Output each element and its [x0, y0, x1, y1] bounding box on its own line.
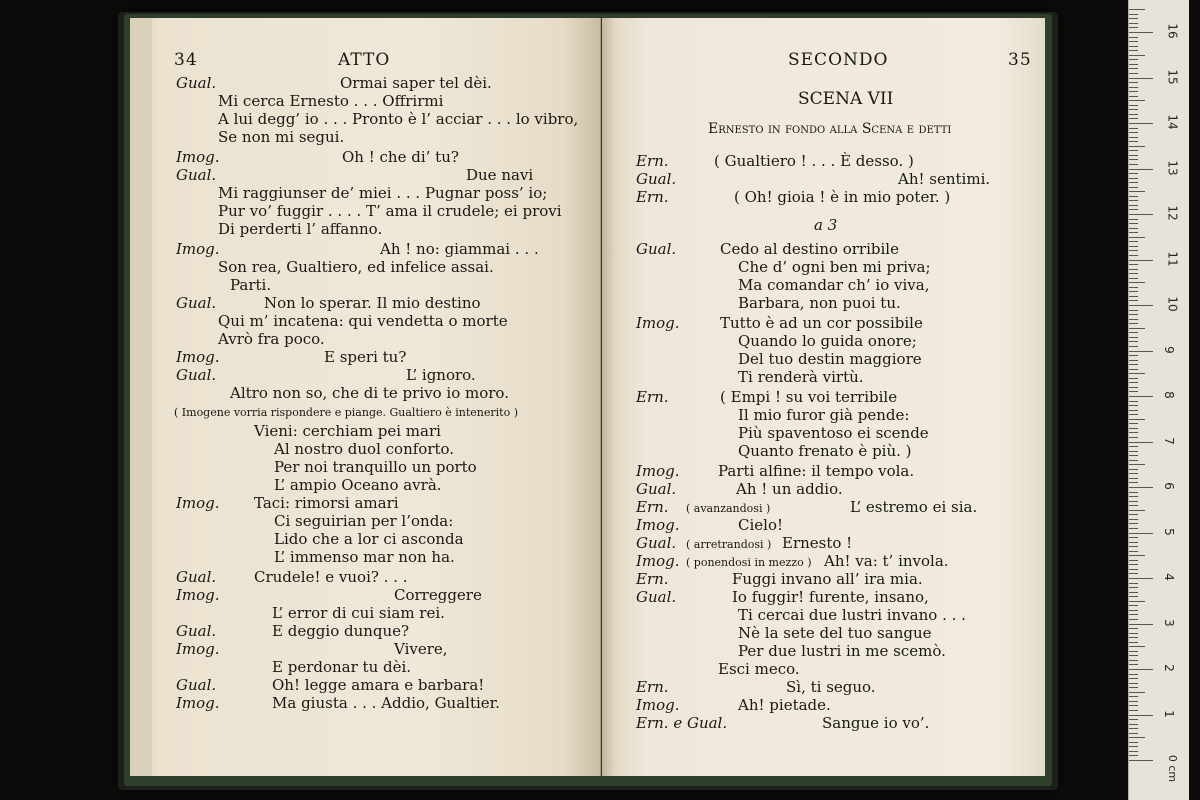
verse-line: Per due lustri in me scemò. — [738, 642, 946, 660]
verse-line: ( Oh! gioia ! è in mio poter. ) — [734, 188, 951, 206]
ruler-tick — [1129, 55, 1145, 56]
ruler-number: 6 — [1161, 482, 1176, 490]
ruler-tick — [1129, 401, 1138, 402]
speaker-label: Gual. — [636, 588, 677, 606]
ruler-number: 4 — [1161, 573, 1176, 581]
verse-line: ( Empi ! su voi terribile — [720, 388, 898, 406]
ruler-number: 11 — [1165, 250, 1180, 267]
speaker-label: Imog. — [176, 640, 220, 658]
speaker-label: Gual. — [176, 166, 217, 184]
ruler-tick — [1129, 719, 1138, 720]
verse-line: Ah ! no: giammai . . . — [380, 240, 539, 258]
ruler-tick — [1129, 287, 1138, 288]
ruler-tick — [1129, 533, 1153, 534]
verse-line: Altro non so, che di te privo io moro. — [230, 384, 509, 402]
ruler-tick — [1129, 405, 1138, 406]
ruler-tick — [1129, 478, 1138, 479]
verse-line: Il mio furor già pende: — [738, 406, 910, 424]
ruler-tick — [1129, 241, 1138, 242]
verse-line: Oh! legge amara e barbara! — [272, 676, 485, 694]
ruler-tick — [1129, 273, 1138, 274]
verse-line: L’ ampio Oceano avrà. — [274, 476, 442, 494]
ruler-tick — [1129, 341, 1138, 342]
ruler-tick — [1129, 614, 1138, 615]
speaker-label: Gual. — [176, 568, 217, 586]
speaker-label: Ern. — [636, 188, 669, 206]
ruler-tick — [1129, 728, 1138, 729]
verse-line: Ah! va: t’ invola. — [824, 552, 949, 570]
ruler-tick — [1129, 696, 1138, 697]
ruler-tick — [1129, 214, 1153, 215]
ruler-tick — [1129, 528, 1138, 529]
verse-line: L’ estremo ei sia. — [850, 498, 978, 516]
verse-line: Barbara, non puoi tu. — [738, 294, 901, 312]
ruler-tick — [1129, 683, 1138, 684]
verse-line: Quando lo guida onore; — [738, 332, 917, 350]
ruler-tick — [1129, 246, 1138, 247]
ruler-number: 8 — [1161, 391, 1176, 399]
ruler-tick — [1129, 569, 1138, 570]
ruler-tick — [1129, 583, 1138, 584]
ruler-tick — [1129, 605, 1138, 606]
ruler-tick — [1129, 742, 1138, 743]
ruler-tick — [1129, 173, 1138, 174]
ruler-tick — [1129, 705, 1138, 706]
stage-direction: ( arretrandosi ) — [686, 538, 772, 551]
ruler-tick — [1129, 27, 1138, 28]
ruler-number: 1 — [1161, 709, 1176, 718]
ruler-tick — [1129, 255, 1138, 256]
ruler-tick — [1129, 505, 1138, 506]
ruler-tick — [1129, 733, 1138, 734]
ruler-tick — [1129, 232, 1138, 233]
verse-line: ( Gualtiero ! . . . È desso. ) — [714, 152, 914, 170]
ruler-tick — [1129, 96, 1138, 97]
ruler-tick — [1129, 378, 1138, 379]
ruler-tick — [1129, 118, 1138, 119]
ruler-tick — [1129, 73, 1138, 74]
speaker-label: Gual. — [176, 294, 217, 312]
verse-line: Ah! sentimi. — [898, 170, 991, 188]
ruler-tick — [1129, 305, 1153, 306]
verse-line: Ti renderà virtù. — [738, 368, 864, 386]
verse-line: Di perderti l’ affanno. — [218, 220, 383, 238]
speaker-label: Imog. — [176, 348, 220, 366]
speaker-label: Gual. — [176, 622, 217, 640]
ruler-tick — [1129, 59, 1138, 60]
verse-line: Per noi tranquillo un porto — [274, 458, 477, 476]
stage-direction: ( avanzandosi ) — [686, 502, 771, 515]
ruler-tick — [1129, 578, 1153, 579]
ruler-tick — [1129, 664, 1138, 665]
speaker-label: Gual. — [636, 170, 677, 188]
ruler-number: 12 — [1165, 205, 1180, 221]
ruler-tick — [1129, 373, 1145, 374]
ruler-tick — [1129, 628, 1138, 629]
speaker-label: Ern. — [636, 678, 669, 696]
ruler-tick — [1129, 642, 1138, 643]
ruler-tick — [1129, 300, 1138, 301]
ruler-tick — [1129, 624, 1153, 625]
verse-line: Qui m’ incatena: qui vendetta o morte — [218, 312, 508, 330]
verse-line: Ma giusta . . . Addio, Gualtier. — [272, 694, 500, 712]
ruler-tick — [1129, 369, 1138, 370]
ruler-number: 2 — [1161, 664, 1176, 672]
ruler-tick — [1129, 633, 1138, 634]
verse-line: L’ error di cui siam rei. — [272, 604, 445, 622]
speaker-label: Ern. e Gual. — [636, 714, 728, 732]
ruler-tick — [1129, 282, 1145, 283]
ruler-tick — [1129, 432, 1138, 433]
ruler-tick — [1129, 128, 1138, 129]
verse-line: L’ ignoro. — [406, 366, 476, 384]
speaker-label: Imog. — [176, 240, 220, 258]
verse-line: Vieni: cerchiam pei mari — [254, 422, 441, 440]
ruler-tick — [1129, 519, 1138, 520]
ruler-tick — [1129, 223, 1138, 224]
ruler-tick — [1129, 82, 1138, 83]
ruler-tick — [1129, 501, 1138, 502]
ruler-tick — [1129, 191, 1145, 192]
ruler-tick — [1129, 100, 1145, 101]
speaker-label: Gual. — [176, 366, 217, 384]
verse-line: Se non mi segui. — [218, 128, 345, 146]
ruler-tick — [1129, 715, 1153, 716]
ruler-tick — [1129, 46, 1138, 47]
ruler-tick — [1129, 419, 1145, 420]
verse-line: Cielo! — [738, 516, 784, 534]
ruler-tick — [1129, 291, 1138, 292]
ruler-tick — [1129, 260, 1153, 261]
speaker-label: Ern. — [636, 152, 669, 170]
ruler-tick — [1129, 669, 1153, 670]
ruler-tick — [1129, 573, 1138, 574]
ruler-tick — [1129, 437, 1138, 438]
verse-line: Oh ! che di’ tu? — [342, 148, 459, 166]
ruler-tick — [1129, 551, 1138, 552]
a-tre-heading: a 3 — [814, 216, 838, 234]
verse-line: Sì, ti seguo. — [786, 678, 876, 696]
ruler-tick — [1129, 109, 1138, 110]
ruler-tick — [1129, 592, 1138, 593]
ruler-tick — [1129, 159, 1138, 160]
ruler-number: 14 — [1165, 114, 1180, 130]
scene-direction: Ernesto in fondo alla Scena e detti — [708, 121, 952, 137]
left-running-head: ATTO — [338, 50, 391, 70]
ruler-tick — [1129, 178, 1138, 179]
ruler-tick — [1129, 278, 1138, 279]
ruler-tick — [1129, 692, 1145, 693]
verse-line: Mi cerca Ernesto . . . Offrirmi — [218, 92, 444, 110]
ruler-tick — [1129, 237, 1145, 238]
ruler-tick — [1129, 674, 1138, 675]
ruler-tick — [1129, 619, 1138, 620]
ruler-tick — [1129, 137, 1138, 138]
speaker-label: Imog. — [176, 694, 220, 712]
verse-line: Ah! pietade. — [738, 696, 831, 714]
ruler-tick — [1129, 219, 1138, 220]
ruler-tick — [1129, 446, 1138, 447]
ruler-tick — [1129, 655, 1138, 656]
ruler-tick — [1129, 601, 1145, 602]
ruler-tick — [1129, 187, 1138, 188]
verse-line: Pur vo’ fuggir . . . . T’ ama il crudele; ei provi — [218, 202, 562, 220]
verse-line: Avrò fra poco. — [218, 330, 325, 348]
verse-line: Son rea, Gualtiero, ed infelice assai. — [218, 258, 494, 276]
ruler-tick — [1129, 746, 1138, 747]
ruler-tick — [1129, 250, 1138, 251]
ruler-tick — [1129, 323, 1138, 324]
ruler-tick — [1129, 701, 1138, 702]
ruler-tick — [1129, 755, 1138, 756]
stage-direction: ( ponendosi in mezzo ) — [686, 556, 812, 569]
ruler-tick — [1129, 710, 1138, 711]
ruler-tick — [1129, 637, 1138, 638]
right-page — [602, 18, 1045, 776]
ruler-tick — [1129, 546, 1138, 547]
ruler-tick — [1129, 496, 1138, 497]
speaker-label: Imog. — [636, 314, 680, 332]
speaker-label: Gual. — [636, 240, 677, 258]
measurement-ruler — [1128, 0, 1189, 800]
speaker-label: Imog. — [636, 516, 680, 534]
ruler-tick — [1129, 346, 1138, 347]
verse-line: Al nostro duol conforto. — [274, 440, 455, 458]
speaker-label: Imog. — [176, 148, 220, 166]
ruler-tick — [1129, 264, 1138, 265]
verse-line: E speri tu? — [324, 348, 407, 366]
ruler-tick — [1129, 68, 1138, 69]
ruler-tick — [1129, 50, 1138, 51]
verse-line: Vivere, — [394, 640, 448, 658]
speaker-label: Imog. — [176, 586, 220, 604]
verse-line: Sangue io vo’. — [822, 714, 930, 732]
verse-line: Mi raggiunser de’ miei . . . Pugnar poss’ io; — [218, 184, 548, 202]
ruler-tick — [1129, 451, 1138, 452]
ruler-tick — [1129, 169, 1153, 170]
speaker-label: Imog. — [636, 552, 680, 570]
verse-line: Ci seguirian per l’onda: — [274, 512, 454, 530]
ruler-tick — [1129, 537, 1138, 538]
ruler-tick — [1129, 564, 1138, 565]
ruler-tick — [1129, 724, 1138, 725]
verse-line: Parti. — [230, 276, 272, 294]
verse-line: Esci meco. — [718, 660, 800, 678]
ruler-tick — [1129, 555, 1145, 556]
ruler-tick — [1129, 660, 1138, 661]
ruler-tick — [1129, 105, 1138, 106]
verse-line: L’ immenso mar non ha. — [274, 548, 455, 566]
ruler-tick — [1129, 492, 1138, 493]
verse-line: A lui degg’ io . . . Pronto è l’ acciar . . . lo vibro, — [218, 110, 579, 128]
verse-line: Taci: rimorsi amari — [254, 494, 399, 512]
ruler-tick — [1129, 514, 1138, 515]
ruler-tick — [1129, 41, 1138, 42]
ruler-number: 16 — [1165, 23, 1180, 39]
ruler-number: 7 — [1161, 436, 1176, 445]
ruler-tick — [1129, 23, 1138, 24]
ruler-tick — [1129, 560, 1138, 561]
ruler-tick — [1129, 205, 1138, 206]
right-running-head: SECONDO — [788, 50, 889, 70]
ruler-tick — [1129, 155, 1138, 156]
ruler-number: 5 — [1161, 527, 1176, 536]
ruler-tick — [1129, 687, 1138, 688]
verse-line: Quanto frenato è più. ) — [738, 442, 912, 460]
ruler-tick — [1129, 14, 1138, 15]
ruler-tick — [1129, 332, 1138, 333]
speaker-label: Imog. — [636, 696, 680, 714]
ruler-tick — [1129, 132, 1138, 133]
ruler-tick — [1129, 487, 1153, 488]
verse-line: Tutto è ad un cor possibile — [720, 314, 923, 332]
speaker-label: Ern. — [636, 388, 669, 406]
speaker-label: Imog. — [636, 462, 680, 480]
ruler-tick — [1129, 751, 1138, 752]
ruler-tick — [1129, 209, 1138, 210]
ruler-tick — [1129, 314, 1138, 315]
page-edges — [130, 18, 152, 776]
verse-line: Del tuo destin maggiore — [738, 350, 922, 368]
right-page-number: 35 — [1008, 50, 1032, 70]
verse-line: Cedo al destino orribile — [720, 240, 899, 258]
verse-line: Ma comandar ch’ io viva, — [738, 276, 930, 294]
ruler-tick — [1129, 355, 1138, 356]
ruler-tick — [1129, 141, 1138, 142]
ruler-tick — [1129, 396, 1153, 397]
verse-line: Non lo sperar. Il mio destino — [264, 294, 481, 312]
speaker-label: Ern. — [636, 498, 669, 516]
ruler-tick — [1129, 351, 1153, 352]
speaker-label: Gual. — [636, 480, 677, 498]
ruler-tick — [1129, 391, 1138, 392]
ruler-number: 13 — [1165, 159, 1180, 176]
ruler-tick — [1129, 428, 1138, 429]
ruler-tick — [1129, 410, 1138, 411]
ruler-tick — [1129, 542, 1138, 543]
ruler-tick — [1129, 442, 1153, 443]
ruler-tick — [1129, 269, 1138, 270]
ruler-tick — [1129, 32, 1153, 33]
verse-line: Io fuggir! furente, insano, — [732, 588, 929, 606]
ruler-tick — [1129, 460, 1138, 461]
ruler-tick — [1129, 387, 1138, 388]
ruler-tick — [1129, 296, 1138, 297]
ruler-number: 15 — [1165, 68, 1180, 85]
ruler-tick — [1129, 18, 1138, 19]
ruler-tick — [1129, 164, 1138, 165]
ruler-number: 3 — [1161, 618, 1176, 627]
scene-title: SCENA VII — [798, 89, 894, 109]
verse-line: Fuggi invano all’ ira mia. — [732, 570, 923, 588]
verse-line: Nè la sete del tuo sangue — [738, 624, 932, 642]
ruler-tick — [1129, 114, 1138, 115]
ruler-tick — [1129, 37, 1138, 38]
stage-direction: ( Imogene vorria rispondere e piange. Gualtiero è intenerito ) — [174, 406, 519, 419]
verse-line: E perdonar tu dèi. — [272, 658, 412, 676]
ruler-number: 10 — [1165, 296, 1180, 312]
ruler-tick — [1129, 423, 1138, 424]
ruler-tick — [1129, 523, 1138, 524]
ruler-tick — [1129, 196, 1138, 197]
ruler-tick — [1129, 78, 1153, 79]
ruler-tick — [1129, 9, 1145, 10]
verse-line: Correggere — [394, 586, 482, 604]
ruler-tick — [1129, 228, 1138, 229]
ruler-tick — [1129, 64, 1138, 65]
left-page — [130, 18, 601, 776]
ruler-tick — [1129, 414, 1138, 415]
verse-line: Ti cercai due lustri invano . . . — [738, 606, 966, 624]
ruler-tick — [1129, 146, 1145, 147]
ruler-tick — [1129, 87, 1138, 88]
speaker-label: Ern. — [636, 570, 669, 588]
speaker-label: Gual. — [176, 676, 217, 694]
ruler-tick — [1129, 760, 1153, 761]
ruler-tick — [1129, 319, 1138, 320]
ruler-tick — [1129, 337, 1138, 338]
verse-line: Più spaventoso ei scende — [738, 424, 929, 442]
ruler-unit-label: 0 cm — [1166, 754, 1180, 783]
ruler-tick — [1129, 328, 1145, 329]
ruler-tick — [1129, 610, 1138, 611]
verse-line: Parti alfine: il tempo vola. — [718, 462, 915, 480]
ruler-tick — [1129, 482, 1138, 483]
ruler-tick — [1129, 123, 1153, 124]
ruler-tick — [1129, 510, 1145, 511]
ruler-tick — [1129, 587, 1138, 588]
ruler-number: 9 — [1161, 345, 1176, 354]
verse-line: E deggio dunque? — [272, 622, 410, 640]
ruler-tick — [1129, 200, 1138, 201]
verse-line: Lido che a lor ci asconda — [274, 530, 464, 548]
ruler-tick — [1129, 91, 1138, 92]
left-page-number: 34 — [174, 50, 198, 70]
ruler-tick — [1129, 737, 1145, 738]
verse-line: Crudele! e vuoi? . . . — [254, 568, 408, 586]
ruler-tick — [1129, 646, 1145, 647]
ruler-tick — [1129, 364, 1138, 365]
ruler-tick — [1129, 464, 1145, 465]
ruler-tick — [1129, 182, 1138, 183]
ruler-tick — [1129, 150, 1138, 151]
ruler-tick — [1129, 310, 1138, 311]
ruler-tick — [1129, 473, 1138, 474]
ruler-tick — [1129, 360, 1138, 361]
ruler-tick — [1129, 382, 1138, 383]
verse-line: Ah ! un addio. — [736, 480, 843, 498]
speaker-label: Gual. — [176, 74, 217, 92]
verse-line: Che d’ ogni ben mi priva; — [738, 258, 931, 276]
verse-line: Ormai saper tel dèi. — [340, 74, 492, 92]
ruler-tick — [1129, 596, 1138, 597]
ruler-tick — [1129, 469, 1138, 470]
ruler-tick — [1129, 455, 1138, 456]
verse-line: Ernesto ! — [782, 534, 853, 552]
speaker-label: Gual. — [636, 534, 677, 552]
verse-line: Due navi — [466, 166, 534, 184]
ruler-tick — [1129, 651, 1138, 652]
ruler-tick — [1129, 678, 1138, 679]
speaker-label: Imog. — [176, 494, 220, 512]
